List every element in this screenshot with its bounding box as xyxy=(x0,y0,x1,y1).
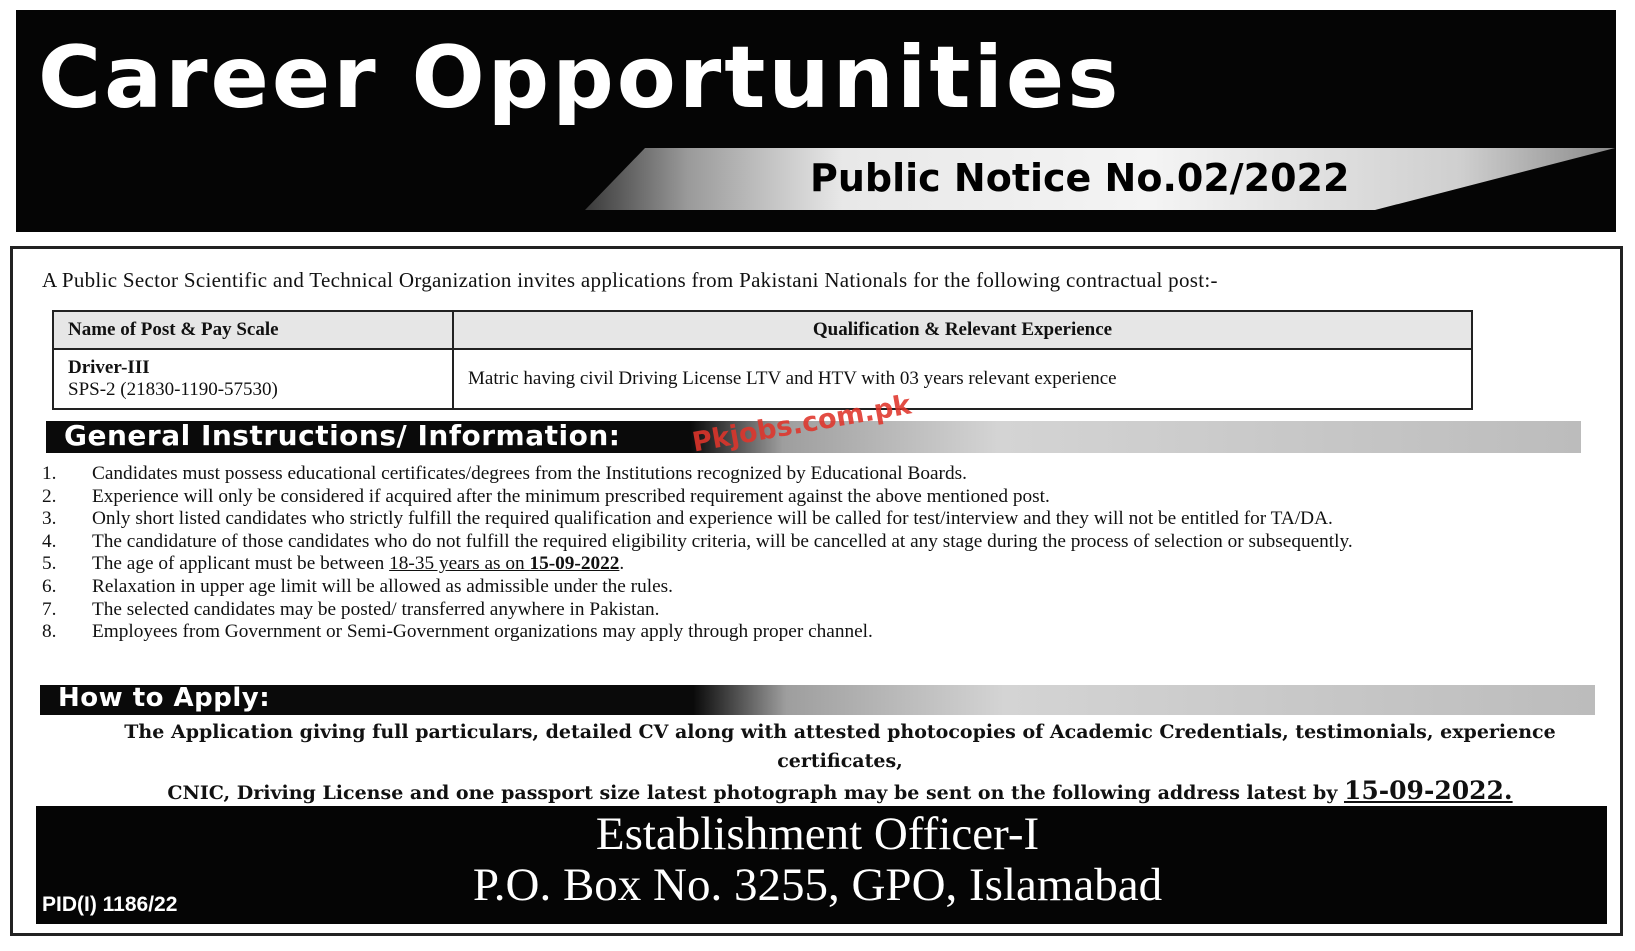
age-range: 18-35 years as on xyxy=(389,553,530,575)
list-item xyxy=(42,486,1592,509)
list-item xyxy=(42,576,1592,599)
item-number: 3. xyxy=(42,508,57,530)
item-number: 6. xyxy=(42,575,57,597)
instructions-heading: General Instructions/ Information: xyxy=(64,419,621,452)
apply-instructions xyxy=(100,718,1580,808)
column-header-qualification: Qualification & Relevant Experience xyxy=(453,311,1472,349)
age-cutoff-date: 15-09-2022 xyxy=(529,553,620,575)
list-item xyxy=(42,553,1592,576)
apply-line-2 xyxy=(100,776,1580,808)
item-text: The selected candidates may be posted/ transferred anywhere in Pakistan. xyxy=(92,598,660,620)
item-text: Relaxation in upper age limit will be allowed as admissible under the rules. xyxy=(92,575,673,597)
apply-line-2-text: CNIC, Driving License and one passport size latest photograph may be sent on the following address latest by xyxy=(167,782,1344,804)
apply-heading: How to Apply: xyxy=(58,683,271,713)
item-number: 7. xyxy=(42,598,57,620)
list-item xyxy=(42,508,1592,531)
table-header-row xyxy=(53,311,1472,349)
instructions-list xyxy=(42,463,1592,644)
list-item xyxy=(42,621,1592,644)
item-text: The candidature of those candidates who do not fulfill the required eligibility criteria, will be cancelled at any stage during the process of selection or subsequently. xyxy=(92,530,1353,552)
item-number: 5. xyxy=(42,553,57,575)
page-title: Career Opportunities xyxy=(38,28,1122,128)
item-text: Only short listed candidates who strictly fulfill the required qualification and experience will be called for test/interview and they will not be entitled for TA/DA. xyxy=(92,508,1333,530)
table-row xyxy=(53,349,1472,409)
pay-scale: SPS-2 (21830-1190-57530) xyxy=(68,379,278,400)
item-number: 1. xyxy=(42,463,57,484)
deadline-date: 15-09-2022. xyxy=(1343,776,1513,805)
item-text-prefix: The age of applicant must be between xyxy=(92,553,390,575)
list-item xyxy=(42,531,1592,554)
list-item xyxy=(42,599,1592,622)
item-number: 2. xyxy=(42,485,57,507)
intro-text: A Public Sector Scientific and Technical Organization invites applications from Pakistani Nationals for the following contractual post:- xyxy=(42,268,1218,292)
notice-number: Public Notice No.02/2022 xyxy=(810,156,1350,200)
address-officer: Establishment Officer-I xyxy=(595,808,1040,860)
item-number: 8. xyxy=(42,621,57,643)
list-item xyxy=(42,463,1592,486)
address-po-box: P.O. Box No. 3255, GPO, Islamabad xyxy=(472,859,1163,911)
qualification-cell: Matric having civil Driving License LTV and HTV with 03 years relevant experience xyxy=(453,349,1472,409)
item-text: Experience will only be considered if acquired after the minimum prescribed requirement against the above mentioned post. xyxy=(92,485,1050,507)
item-text: Employees from Government or Semi-Government organizations may apply through proper channel. xyxy=(92,621,873,643)
apply-heading-bar xyxy=(40,685,1595,715)
column-header-post: Name of Post & Pay Scale xyxy=(53,311,453,349)
posts-table xyxy=(52,310,1473,410)
item-text-suffix: . xyxy=(619,553,625,575)
apply-line-1: The Application giving full particulars, detailed CV along with attested photocopies of Academic Credentials, testimonials, experience certificates, xyxy=(124,721,1556,772)
watermark: Pkjobs.com.pk xyxy=(690,389,914,459)
post-name: Driver-III xyxy=(68,357,150,378)
post-cell xyxy=(53,349,453,409)
pid-number: PID(I) 1186/22 xyxy=(42,893,178,916)
item-number: 4. xyxy=(42,530,57,552)
item-text: Candidates must possess educational certificates/degrees from the Institutions recognized by Educational Boards. xyxy=(92,463,967,484)
